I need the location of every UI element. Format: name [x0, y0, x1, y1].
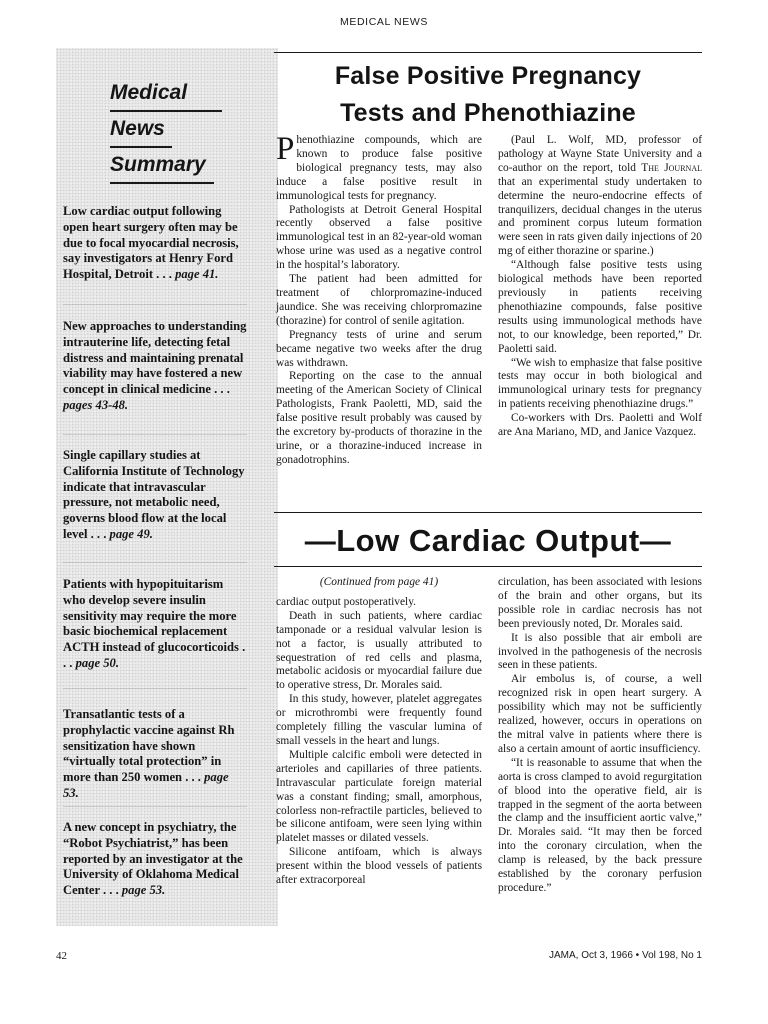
paragraph: Silicone antifoam, which is always present within the blood vessels of patients after extracorporeal — [276, 846, 482, 887]
article-headline: —Low Cardiac Output— — [304, 523, 672, 558]
journal-citation: JAMA, Oct 3, 1966 • Vol 198, No 1 — [548, 950, 702, 961]
headline-rule — [274, 512, 702, 513]
summary-item — [63, 707, 247, 802]
headline-rule — [274, 52, 702, 53]
summary-item — [63, 319, 247, 414]
summary-item — [63, 448, 247, 543]
paragraph: Phenothiazine compounds, which are known to produce false positive biological pregnancy tests, may also induce a false positive result in immunological tests for pregnancy. — [276, 131, 482, 202]
summary-item-text: Single capillary studies at California Institute of Technology indicate that intravascular pressure, not metabolic need, governs blood flow at the local level . . . — [63, 448, 245, 541]
article-headline — [274, 58, 702, 132]
article-column — [498, 134, 702, 440]
divider — [63, 806, 247, 807]
summary-item-text: Patients with hypopituitarism who develop severe insulin sensitivity may require the more basic biochemical replacement ACTH instead of glucocorticoids . . . — [63, 577, 246, 670]
paragraph: Death in such patients, where cardiac tamponade or a residual valvular lesion is not a factor, is usually attributed to sequestration of red cells and plasma, metabolic acidosis or myocardial failure due to operative stress, Dr. Morales said. — [276, 609, 482, 692]
drop-cap: P — [276, 131, 295, 167]
summary-item-ref: page 53. — [63, 770, 229, 800]
divider — [63, 304, 247, 305]
headline-line: False Positive Pregnancy — [334, 62, 642, 90]
paragraph: circulation, has been associated with lesions of the brain and other organs, but its possible role in cardiac necrosis has not been previously noted, Dr. Morales said. — [498, 576, 702, 630]
paragraph: cardiac output postoperatively. — [276, 595, 417, 608]
summary-title-line: Medical — [110, 76, 222, 112]
paragraph: Pregnancy tests of urine and serum became negative two weeks after the drug was withdrawn. — [276, 328, 482, 369]
summary-item — [63, 204, 247, 283]
page-number: 42 — [56, 950, 67, 962]
paragraph: In this study, however, platelet aggregates or microthrombi were frequently found completely filling the vascular lumina of small vessels in the heart and lungs. — [276, 693, 482, 747]
summary-title-line: News — [110, 112, 172, 148]
paragraph: “It is reasonable to assume that when the aorta is cross clamped to avoid regurgitation of blood into the operative field, air is trapped in the segment of the aorta between the clamp and the insufficient aortic valve,” Dr. Morales said. “It may then be forced into the coronary circulation, when the clamp is released, by the back pressure established by the coronary perfusion procedure.” — [498, 756, 702, 894]
summary-title-line: Summary — [110, 148, 214, 184]
divider — [63, 562, 247, 563]
article-column — [498, 576, 702, 896]
paragraph: (Paul L. Wolf, MD, professor of pathology at Wayne State University and a co-author on the report, told The Journal that an experimental study undertaken to determine the neuro-endocrine effects of tranquilizers, decidual changes in the uterus and prominent corpus luteum formation were seen in rats given daily injections of 20 mg of either thorazine or sparine.) — [498, 134, 702, 258]
running-head: MEDICAL NEWS — [340, 16, 428, 28]
divider — [63, 688, 247, 689]
paragraph: It is also possible that air emboli are involved in the pathogenesis of the necrosis seen in these patients. — [498, 631, 702, 672]
paragraph: Pathologists at Detroit General Hospital recently observed a false positive immunological test in an 82-year-old woman whose urine was used as a negative control in the hospital’s laboratory. — [276, 203, 482, 272]
summary-item-ref: page 53. — [121, 883, 166, 898]
summary-item-ref: page 50. — [75, 655, 119, 670]
headline-rule — [274, 566, 702, 567]
divider — [63, 434, 247, 435]
summary-item-text: Low cardiac output following open heart surgery often may be due to focal myocardial necrosis, say investigators at Henry Ford Hospital, Detroit . . . — [63, 204, 239, 282]
summary-item-text: A new concept in psychiatry, the “Robot Psychiatrist,” has been reported by an investigator at the University of Oklahoma Medical Center . . . — [63, 820, 243, 898]
journal-name: The Journal — [641, 161, 702, 174]
summary-item-ref: page 49. — [109, 526, 153, 541]
paragraph: “Although false positive tests using biological methods have been reported previously in patients receiving phenothiazine compounds, false positive results using immunological methods have not, to our knowledge, been reported,” Dr. Paoletti said. — [498, 259, 702, 355]
summary-item — [63, 820, 247, 899]
news-summary-sidebar — [56, 48, 278, 926]
summary-title — [110, 76, 270, 184]
summary-item-text: Transatlantic tests of a prophylactic vaccine against Rh sensitization have shown “virtually total protection” in more than 250 women . . . — [63, 707, 235, 785]
summary-item-ref: page 41. — [175, 267, 219, 282]
article-column — [276, 576, 482, 888]
article-column — [276, 131, 482, 468]
continued-note: (Continued from page 41) — [319, 576, 439, 588]
paragraph: “We wish to emphasize that false positive tests may occur in both biological and immunological urinary tests for pregnancy in patients receiving phenothiazine drugs.” — [498, 356, 702, 411]
paragraph: Co-workers with Drs. Paoletti and Wolf are Ana Mariano, MD, and Janice Vazquez. — [498, 412, 702, 439]
headline-line: Tests and Phenothiazine — [340, 99, 636, 127]
summary-item — [63, 577, 247, 672]
paragraph: Air embolus is, of course, a well recognized risk in open heart surgery. A possibility which may not be sufficiently realized, however, occurs in operations on the mitral valve in patients where there is also a certain amount of aortic insufficiency. — [498, 673, 702, 755]
paragraph: Multiple calcific emboli were detected in arterioles and capillaries of three patients. Intravascular particulate foreign material was a constant finding; small, amorphous, colorless non-refractile particles, believed to be silicone antifoam, were seen lying within platelet masses or dilated vessels. — [276, 748, 482, 845]
summary-item-ref: pages 43-48. — [63, 397, 129, 412]
paragraph: Reporting on the case to the annual meeting of the American Society of Clinical Pathologists, Frank Paoletti, MD, said the false positive result probably was caused by the excretory by-products of thorazine in the urine, or a thorazine-induced increase in gonadotrophins. — [276, 370, 482, 466]
paragraph: The patient had been admitted for treatment of chlorpromazine-induced jaundice. She was receiving chlorpromazine (thorazine) for control of senile agitation. — [276, 273, 482, 327]
summary-item-text: New approaches to understanding intrauterine life, detecting fetal distress and maintaining prenatal viability may have fostered a new concept in clinical medicine . . . — [63, 319, 247, 397]
